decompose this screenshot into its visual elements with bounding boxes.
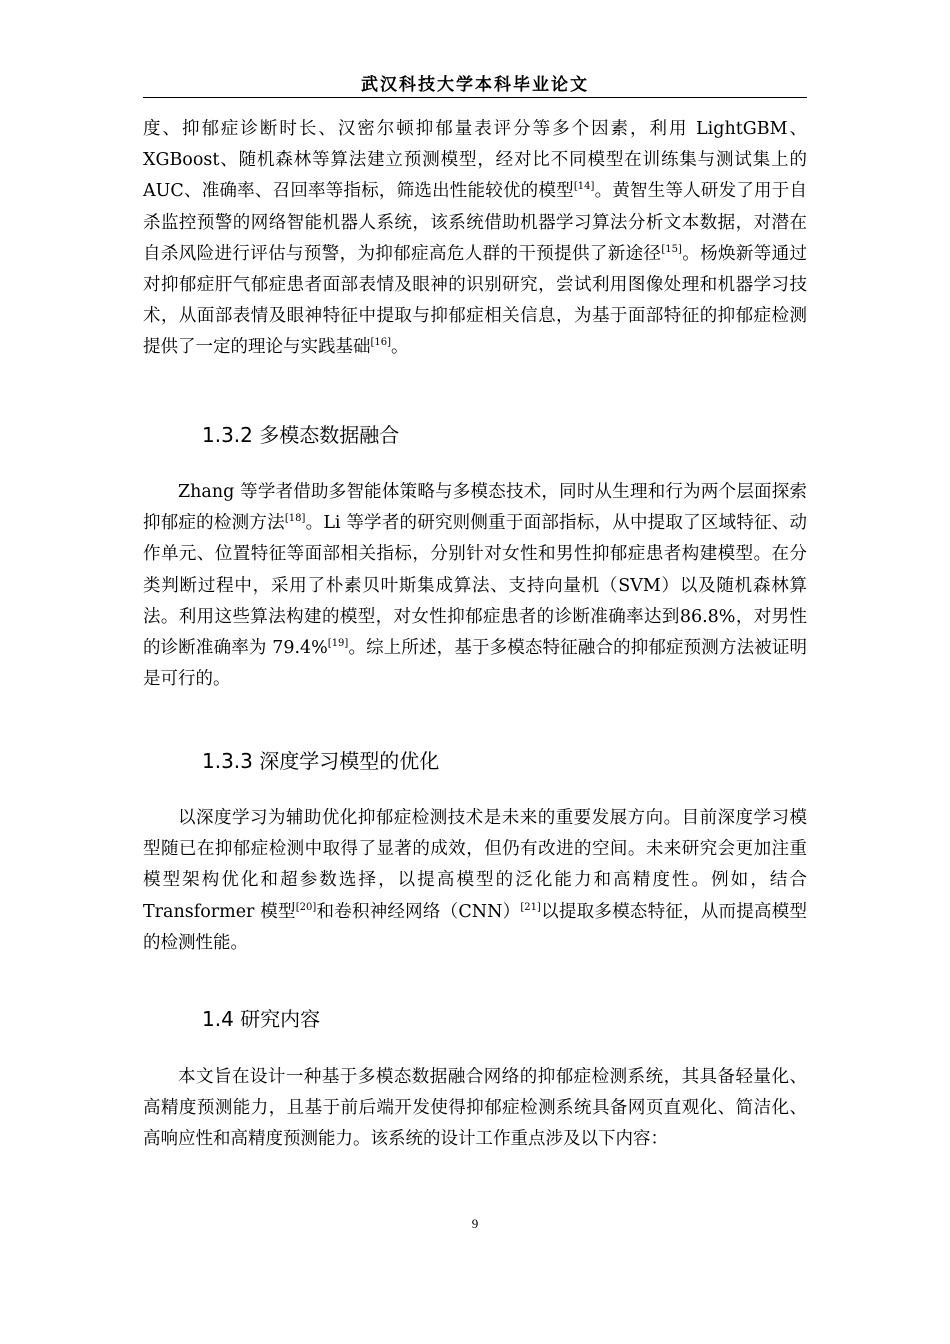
paragraph-3 bbox=[143, 803, 807, 959]
page-number: 9 bbox=[471, 1216, 479, 1231]
paragraph-3-text-1: 以深度学习为辅助优化抑郁症检测技术是未来的重要发展方向。目前深度学习模型随已在抑郁症检测中取得了显著的成效，但仍有改进的空间。未来研究会更加注重模型架构优化和超参数选择，以提高模型的泛化能力和高精度性。例如，结合 Transformer 模型 bbox=[143, 808, 807, 922]
paragraph-2 bbox=[143, 477, 807, 695]
paragraph-1 bbox=[143, 114, 807, 364]
citation-20: [20] bbox=[295, 901, 317, 913]
paragraph-2-text-1: Zhang 等学者借助多智能体策略与多模态技术，同时从生理和行为两个层面探索抑郁症的检测方法 bbox=[143, 482, 807, 534]
header-divider bbox=[143, 97, 807, 98]
page-header-title: 武汉科技大学本科毕业论文 bbox=[361, 75, 589, 95]
paragraph-1-text-1: 度、抑郁症诊断时长、汉密尔顿抑郁量表评分等多个因素，利用 LightGBM、XGBoost、随机森林等算法建立预测模型，经对比不同模型在训练集与测试集上的 AUC、准确率、召回率等指标，筛选出性能较优的模型 bbox=[143, 119, 807, 202]
paragraph-1-text-3: 。杨焕新等通过对抑郁症肝气郁症患者面部表情及眼神的识别研究，尝试利用图像处理和机器学习技术，从面部表情及眼神特征中提取与抑郁症相关信息，为基于面部特征的抑郁症检测提供了一定的理论与实践基础 bbox=[143, 243, 808, 358]
paragraph-3-text-2: 和卷积神经网络（CNN） bbox=[316, 901, 521, 922]
section-heading-1-3-2: 1.3.2 多模态数据融合 bbox=[202, 423, 400, 447]
citation-16: [16] bbox=[370, 337, 392, 349]
section-heading-1-3-3: 1.3.3 深度学习模型的优化 bbox=[202, 749, 440, 773]
paragraph-1-text-4: 。 bbox=[391, 337, 409, 358]
paragraph-2-text-3: 。综上所述，基于多模态特征融合的抑郁症预测方法被证明是可行的。 bbox=[143, 638, 808, 690]
citation-18: [18] bbox=[284, 513, 306, 525]
citation-15: [15] bbox=[661, 243, 682, 255]
citation-19: [19] bbox=[327, 638, 349, 650]
paragraph-4-text-1: 本文旨在设计一种基于多模态数据融合网络的抑郁症检测系统，其具备轻量化、高精度预测能力，且基于前后端开发使得抑郁症检测系统具备网页直观化、简洁化、高响应性和高精度预测能力。该系统的设计工作重点涉及以下内容： bbox=[143, 1067, 807, 1150]
citation-14: [14] bbox=[573, 181, 595, 193]
citation-21: [21] bbox=[520, 901, 541, 913]
paragraph-4 bbox=[143, 1062, 807, 1156]
paragraph-3-text-3: 以提取多模态特征，从而提高模型的检测性能。 bbox=[143, 901, 808, 953]
paragraph-1-text-2: 。黄智生等人研发了用于自杀监控预警的网络智能机器人系统，该系统借助机器学习算法分析文本数据，对潜在自杀风险进行评估与预警，为抑郁症高危人群的干预提供了新途径 bbox=[143, 181, 807, 264]
paragraph-2-text-2: 。Li 等学者的研究则侧重于面部指标，从中提取了区域特征、动作单元、位置特征等面部相关指标，分别针对女性和男性抑郁症患者构建模型。在分类判断过程中，采用了朴素贝叶斯集成算法、支持向量机（SVM）以及随机森林算法。利用这些算法构建的模型，对女性抑郁症患者的诊断准确率达到86.8%，对男性的诊断准确率为 79.4% bbox=[143, 513, 808, 659]
section-heading-1-4: 1.4 研究内容 bbox=[202, 1007, 321, 1031]
